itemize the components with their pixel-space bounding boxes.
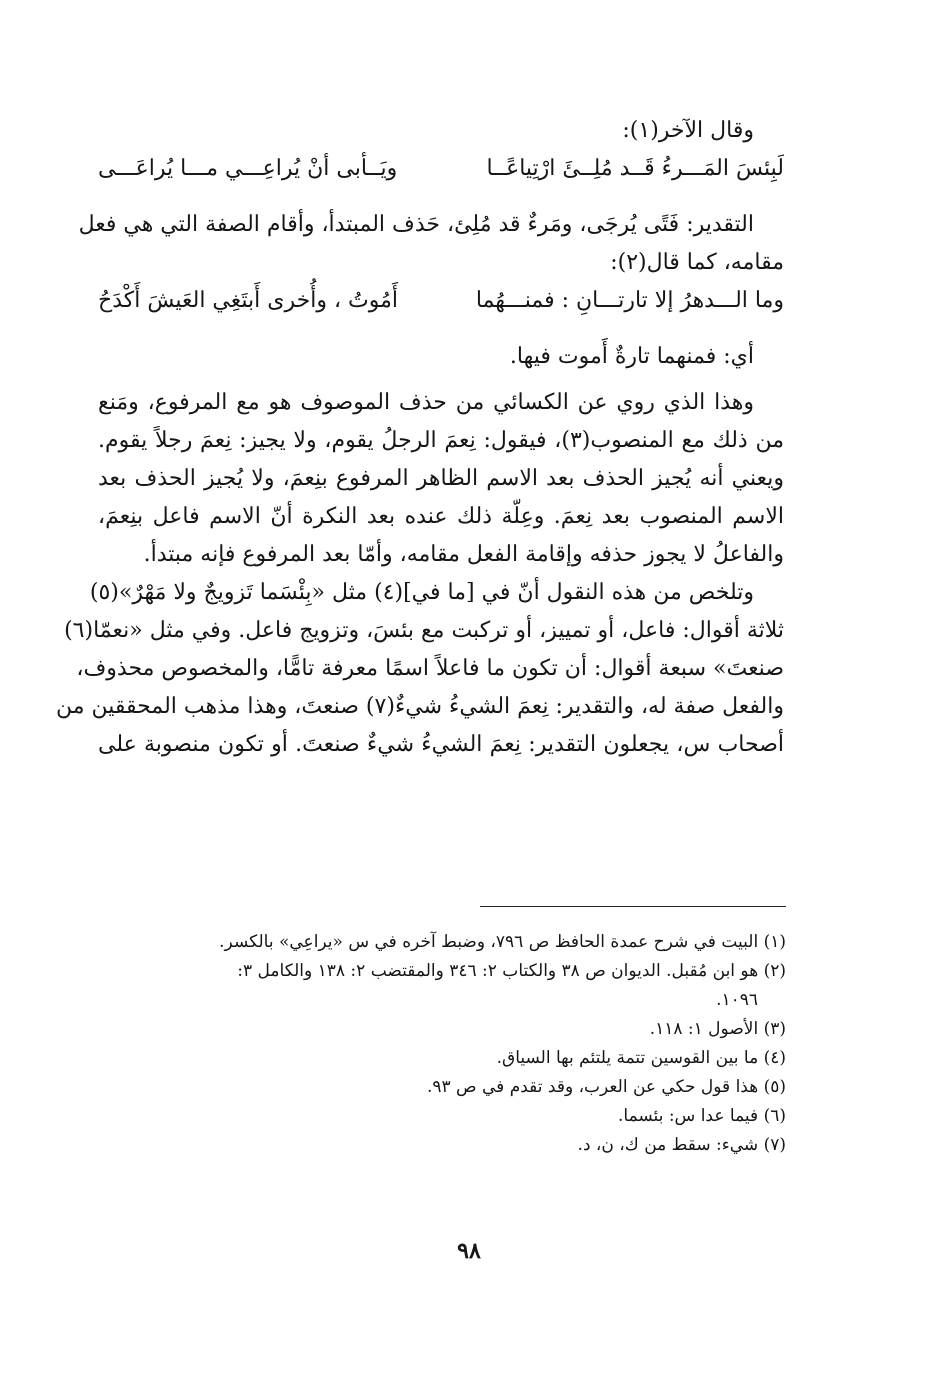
para3-line-3: صنعتَ» سبعة أقوال: أن تكون ما فاعلاً اسمًا معرفة تامًّا، والمخصوص محذوف، xyxy=(76,656,784,681)
footnotes xyxy=(146,928,786,1160)
para2-line-4: الاسم المنصوب بعد نِعمَ. وعِلّة ذلك عنده بعد النكرة أنّ الاسم فاعل بنِعمَ، xyxy=(98,504,784,529)
explanation-line: أي: فمنهما تارةٌ أَموت فيها. xyxy=(509,344,754,369)
para2-line-1: وهذا الذي روي عن الكسائي من حذف الموصوف هو مع المرفوع، ومَنع xyxy=(98,390,754,415)
para2-line-3: ويعني أنه يُجيز الحذف بعد الاسم الظاهر المرفوع بنِعمَ، ولا يُجيز الحذف بعد xyxy=(98,466,784,491)
verse-2-first-hemistich: وما الـــدهرُ إلا تارتـــانِ : فمنـــهُما xyxy=(475,288,784,313)
intro-line: وقال الآخر(١): xyxy=(622,118,754,143)
footnote-5: (٥) هذا قول حكي عن العرب، وقد تقدم في ص ٩٣. xyxy=(426,1077,786,1097)
footnote-2-continuation: ١٠٩٦. xyxy=(716,990,758,1010)
page-number: ٩٨ xyxy=(457,1238,481,1264)
verse-1-second-hemistich: ويَــأبى أنْ يُراعِـــي مـــا يُراعَـــى xyxy=(98,156,398,181)
verse-1 xyxy=(98,150,784,188)
para2-line-5: والفاعلُ لا يجوز حذفه وإقامة الفعل مقامه، وأمّا بعد المرفوع فإنه مبتدأ. xyxy=(143,542,784,567)
footnote-6: (٦) فيما عدا س: بئسما. xyxy=(617,1106,786,1126)
verse-2 xyxy=(98,282,784,320)
footnote-2: (٢) هو ابن مُقبل. الديوان ص ٣٨ والكتاب ٢: ٣٤٦ والمقتضب ٢: ١٣٨ والكامل ٣: xyxy=(237,961,786,981)
para2-line-2: من ذلك مع المنصوب(٣)، فيقول: نِعمَ الرجلُ يقوم، ولا يجيز: نِعمَ رجلاً يقوم. xyxy=(98,428,784,453)
footnote-4: (٤) ما بين القوسين تتمة يلتئم بها السياق. xyxy=(496,1048,786,1068)
verse-1-first-hemistich: لَبِئسَ المَـــرءُ قَــد مُلِــئَ ارْتِياعًــا xyxy=(486,156,784,181)
main-text xyxy=(56,112,784,764)
verse-2-second-hemistich: أَمُوتُ ، وأُخرى أَبتَغِي العَيشَ أَكْدَحُ xyxy=(98,288,399,313)
para3-line-2: ثلاثة أقوال: فاعل، أو تمييز، أو تركبت مع بئسَ، وتزويج فاعل. وفي مثل «نعمّا(٦) xyxy=(64,618,784,643)
footnote-3: (٣) الأصول ١: ١١٨. xyxy=(649,1019,786,1039)
para3-line-5: أصحاب س، يجعلون التقدير: نِعمَ الشيءُ شيءٌ صنعتَ. أو تكون منصوبة على xyxy=(98,732,784,757)
footnote-7: (٧) شيء: سقط من ك، ن، د. xyxy=(577,1135,786,1155)
para1-line-2: مقامه، كما قال(٢): xyxy=(610,250,784,275)
para3-line-4: والفعل صفة له، والتقدير: نِعمَ الشيءُ شيءٌ(٧) صنعتَ، وهذا مذهب المحققين من xyxy=(56,694,784,719)
footnote-separator xyxy=(480,906,786,907)
footnote-1: (١) البيت في شرح عمدة الحافظ ص ٧٩٦، وضبط آخره في س «يراعِي» بالكسر. xyxy=(219,932,786,952)
para3-line-1: وتلخص من هذه النقول أنّ في [ما في](٤) مثل «بِئْسَما تَزويجٌ ولا مَهْرٌ»(٥) xyxy=(89,580,754,605)
para1-line-1: التقدير: فَتًى يُرجَى، ومَرءٌ قد مُلِئ، حَذف المبتدأ، وأقام الصفة التي هي فعل xyxy=(78,212,754,237)
